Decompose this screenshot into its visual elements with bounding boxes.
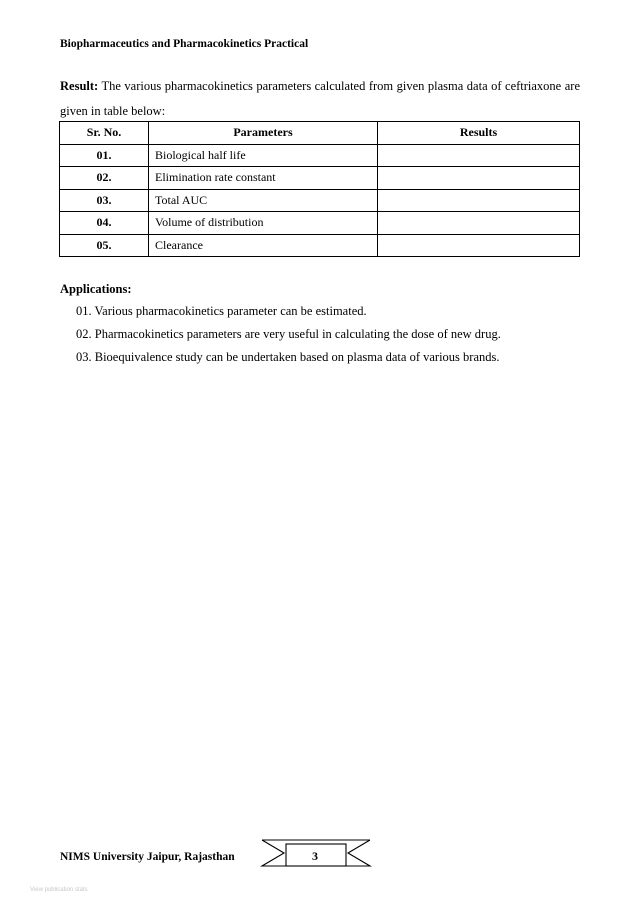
sr-no-cell: 02. [60, 167, 149, 190]
result-cell [378, 212, 580, 235]
table-row [60, 189, 580, 212]
result-cell [378, 189, 580, 212]
result-cell [378, 234, 580, 257]
parameter-cell: Total AUC [149, 189, 378, 212]
parameter-cell: Biological half life [149, 144, 378, 167]
table-row [60, 234, 580, 257]
result-label: Result: [60, 79, 99, 93]
result-paragraph [60, 74, 580, 124]
result-text: The various pharmacokinetics parameters calculated from given plasma data of ceftriaxone are given in table below: [60, 79, 580, 118]
sr-no-cell: 04. [60, 212, 149, 235]
table-row [60, 212, 580, 235]
parameter-cell: Volume of distribution [149, 212, 378, 235]
publication-stats-link[interactable]: View publication stats [30, 887, 88, 893]
table-row [60, 144, 580, 167]
column-header-sr-no: Sr. No. [60, 122, 149, 145]
parameter-cell: Elimination rate constant [149, 167, 378, 190]
result-cell [378, 144, 580, 167]
table-row [60, 167, 580, 190]
running-header: Biopharmaceutics and Pharmacokinetics Practical [60, 38, 309, 50]
table-header-row [60, 122, 580, 145]
footer-institution: NIMS University Jaipur, Rajasthan [60, 851, 235, 863]
result-cell [378, 167, 580, 190]
parameters-table [59, 121, 580, 257]
sr-no-cell: 05. [60, 234, 149, 257]
sr-no-cell: 03. [60, 189, 149, 212]
parameter-cell: Clearance [149, 234, 378, 257]
list-item: 02. Pharmacokinetics parameters are very useful in calculating the dose of new drug. [76, 327, 501, 341]
sr-no-cell: 01. [60, 144, 149, 167]
list-item: 03. Bioequivalence study can be undertaken based on plasma data of various brands. [76, 350, 500, 364]
page-number: 3 [312, 849, 318, 863]
list-item: 01. Various pharmacokinetics parameter can be estimated. [76, 304, 367, 318]
applications-heading: Applications: [60, 282, 132, 296]
applications-list [76, 300, 501, 369]
column-header-results: Results [378, 122, 580, 145]
column-header-parameters: Parameters [149, 122, 378, 145]
